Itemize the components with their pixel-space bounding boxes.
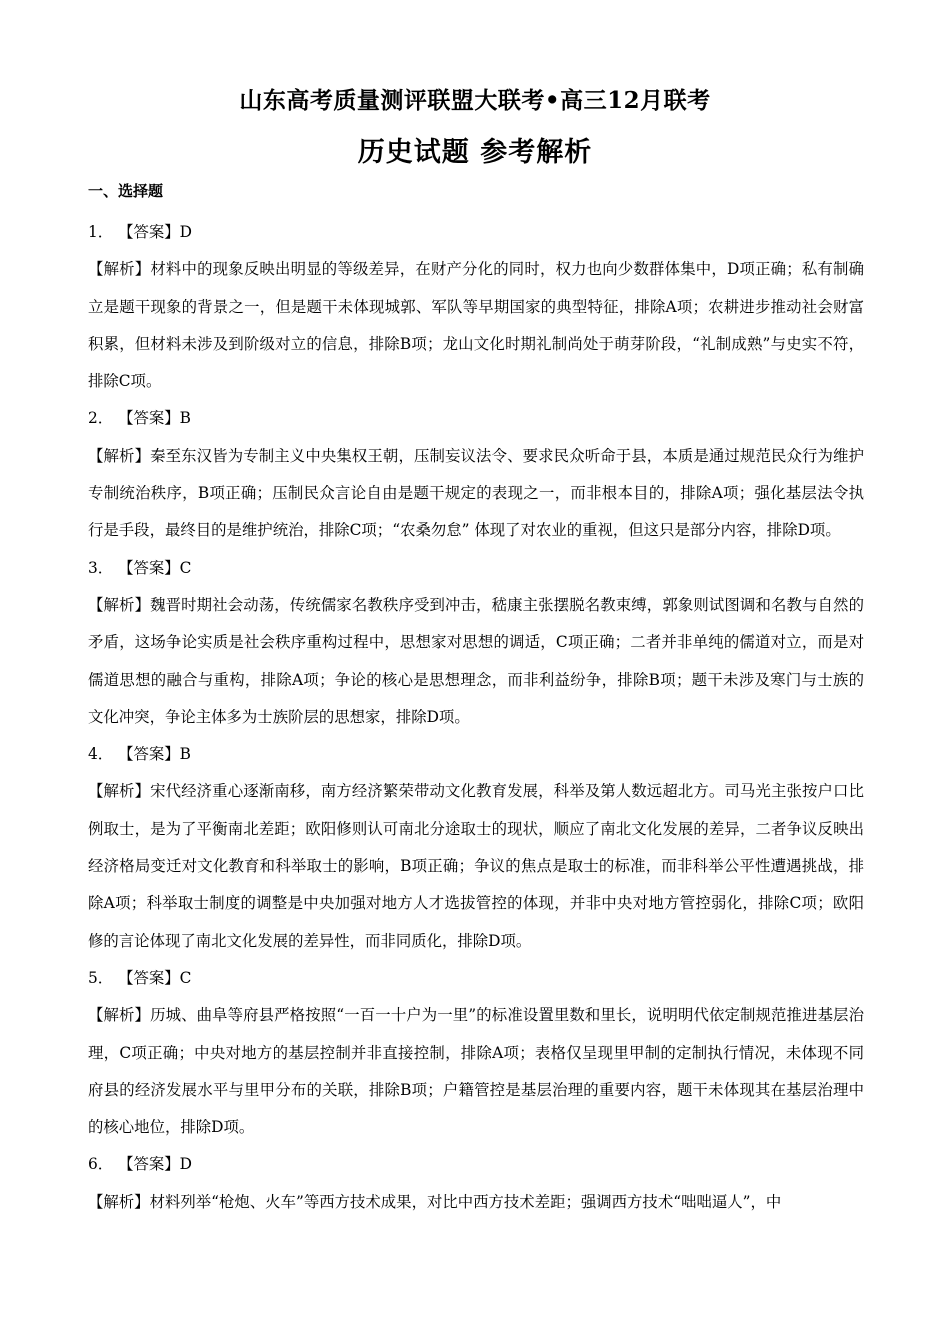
answer-label: 【答案】 [118,558,180,577]
analysis-paragraph [88,997,864,1146]
answer-label: 【答案】 [118,968,180,987]
question-1 [88,214,864,400]
analysis-label: 【解析】 [88,1192,150,1211]
analysis-text: 材料中的现象反映出明显的等级差异，在财产分化的同时，权力也向少数群体集中，D项正确；私有制确立是题干现象的背景之一，但是题干未体现城郭、军队等早期国家的典型特征，排除A项；农耕进步推动社会财富积累，但材料未涉及到阶级对立的信息，排除B项；龙山文化时期礼制尚处于萌芽阶段，“礼制成熟”与史实不符，排除C项。 [88,260,864,391]
analysis-label: 【解析】 [88,260,151,279]
question-number: 1． [88,223,114,241]
answer-line [88,960,864,997]
answer-line [88,400,864,437]
questions-list [88,214,864,1221]
analysis-text: 秦至东汉皆为专制主义中央集权王朝，压制妄议法令、要求民众听命于县，本质是通过规范民众行为维护专制统治秩序，B项正确；压制民众言论自由是题干规定的表现之一，而非根本目的，排除A项；强化基层法令执行是手段，最终目的是维护统治，排除C项；“农桑勿怠” 体现了对农业的重视，但这只是部分内容，排除D项。 [88,446,864,540]
analysis-label: 【解析】 [88,1006,151,1025]
analysis-label: 【解析】 [88,782,151,801]
question-6 [88,1146,864,1221]
question-4 [88,736,864,960]
answer-value: D [179,1155,193,1174]
question-5 [88,960,864,1146]
answer-label: 【答案】 [118,1155,180,1174]
answer-line [88,736,864,773]
document-title: 山东高考质量测评联盟大联考•高三12月联考 [239,87,711,114]
question-number: 4． [88,745,114,764]
answer-value: C [179,558,192,577]
analysis-paragraph [88,587,864,736]
document-subtitle: 历史试题 参考解析 [357,137,593,168]
analysis-text: 历城、曲阜等府县严格按照“一百一十户为一里”的标准设置里数和里长，说明明代依定制规范推进基层治理，C项正确；中央对地方的基层控制并非直接控制，排除A项；表格仅呈现里甲制的定制执行情况，未体现不同府县的经济发展水平与里甲分布的关联，排除B项；户籍管控是基层治理的重要内容，题干未体现其在基层治理中的核心地位，排除D项。 [88,1006,864,1137]
section-heading: 一、选择题 [88,182,164,200]
answer-value: D [179,223,193,241]
analysis-paragraph [88,251,864,400]
answer-value: C [179,968,192,987]
question-number: 6． [88,1155,114,1174]
answer-line [88,550,864,587]
analysis-paragraph [88,438,864,550]
answer-label: 【答案】 [118,409,180,428]
answer-label: 【答案】 [118,745,180,764]
analysis-label: 【解析】 [88,595,151,614]
answer-value: B [179,409,191,428]
analysis-text: 材料列举“枪炮、火车”等西方技术成果，对比中西方技术差距；强调西方技术“咄咄逼人”，中 [149,1192,782,1211]
answer-label: 【答案】 [118,223,180,241]
analysis-label: 【解析】 [88,446,151,465]
question-number: 2． [88,409,114,428]
analysis-paragraph [88,1184,864,1221]
analysis-text: 宋代经济重心逐渐南移，南方经济繁荣带动文化教育发展，科举及第人数远超北方。司马光主张按户口比例取士，是为了平衡南北差距；欧阳修则认可南北分途取士的现状，顺应了南北文化发展的差异，二者争议反映出经济格局变迁对文化教育和科举取士的影响，B项正确；争议的焦点是取士的标准，而非科举公平性遭遇挑战，排除A项；科举取士制度的调整是中央加强对地方人才选拔管控的体现，并非中央对地方管控弱化，排除C项；欧阳修的言论体现了南北文化发展的差异性，而非同质化，排除D项。 [88,782,864,950]
analysis-paragraph [88,773,864,959]
question-3 [88,550,864,736]
answer-line [88,214,864,251]
question-number: 3． [88,558,114,577]
answer-value: B [179,745,191,764]
answer-line [88,1146,864,1183]
analysis-text: 魏晋时期社会动荡，传统儒家名教秩序受到冲击，嵇康主张摆脱名教束缚，郭象则试图调和名教与自然的矛盾，这场争论实质是社会秩序重构过程中，思想家对思想的调适，C项正确；二者并非单纯的儒道对立，而是对儒道思想的融合与重构，排除A项；争论的核心是思想理念，而非利益纷争，排除B项；题干未涉及寒门与士族的文化冲突，争论主体多为士族阶层的思想家，排除D项。 [88,595,864,726]
question-2 [88,400,864,549]
question-number: 5． [88,968,114,987]
